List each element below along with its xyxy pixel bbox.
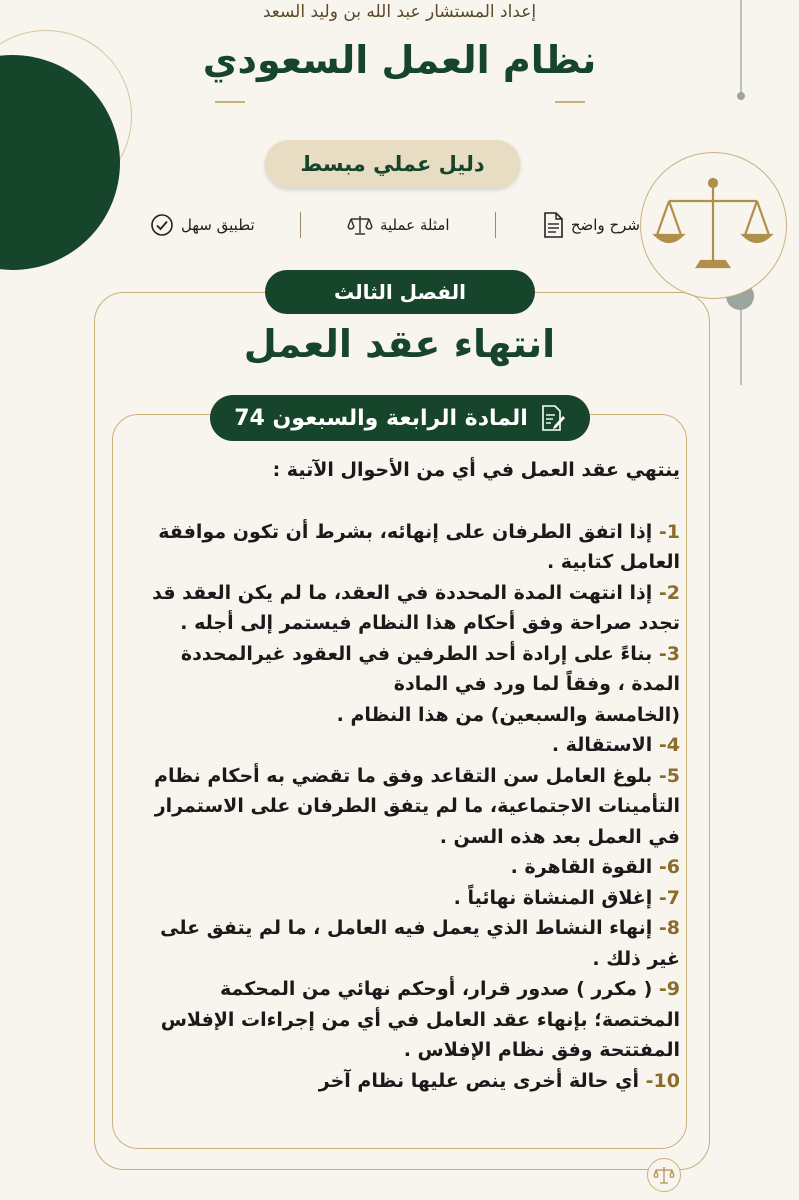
list-item [140, 883, 680, 914]
item-text: العامل كتابية . [546, 551, 680, 573]
item-text: إذا انتهت المدة المحددة في العقد، ما لم يكن العقد قد [152, 581, 653, 604]
chapter-title: انتهاء عقد العمل [243, 322, 556, 366]
item-text: غير ذلك . [592, 947, 680, 970]
item-text: التأمينات الاجتماعية، ما لم يتفق الطرفان على الاستمرار [154, 795, 680, 817]
page-title: نظام العمل السعودي [202, 38, 597, 82]
item-text: (الخامسة والسبعين) من هذا النظام . [336, 703, 680, 726]
article-intro: ينتهي عقد العمل في أي من الأحوال الآتية : [272, 459, 680, 481]
check-circle-icon [150, 213, 174, 237]
scales-icon [641, 153, 786, 298]
item-number: 2- [658, 581, 680, 604]
list-item [140, 1066, 680, 1097]
item-text: أي حالة أخرى ينص عليها نظام آخر [318, 1069, 640, 1092]
feature-easy-application [150, 213, 255, 237]
scales-icon [648, 1159, 680, 1191]
scales-icon [347, 213, 373, 237]
article-label: المادة الرابعة والسبعون 74 [234, 405, 528, 431]
item-text: إذا اتفق الطرفان على إنهائه، بشرط أن تكون موافقة [158, 520, 653, 543]
features-row [150, 205, 640, 245]
item-text: القوة القاهرة . [510, 856, 653, 878]
item-text: ( مكرر ) صدور قرار، أوحكم نهائي من المحكمة [220, 978, 653, 1000]
item-number: 3- [658, 642, 680, 665]
list-item [140, 974, 680, 1066]
item-number: 4- [658, 734, 680, 756]
item-text: الاستقالة . [551, 734, 653, 756]
list-item [140, 913, 680, 974]
chapter-label: الفصل الثالث [334, 280, 467, 304]
author-credit: إعداد المستشار عبد الله بن وليد السعد [262, 2, 537, 22]
feature-practical-examples [347, 213, 450, 237]
edit-document-icon [540, 404, 566, 432]
item-text: تجدد صراحة وفق أحكام هذا النظام فيستمر إلى أجله . [180, 612, 680, 634]
feature-clear-explanation [542, 212, 640, 238]
title-divider [555, 101, 585, 103]
item-text: المدة ، وفقاً لما ورد في المادة [393, 673, 680, 695]
feature-divider [300, 212, 301, 238]
item-number: 8- [658, 917, 680, 939]
item-number: 6- [658, 856, 680, 878]
item-number: 1- [658, 520, 680, 543]
list-item [140, 639, 680, 731]
scales-emblem [640, 152, 787, 299]
item-text: بلوغ العامل سن التقاعد وفق ما تقضي به أحكام نظام [154, 764, 653, 787]
item-number: 10- [645, 1069, 680, 1092]
list-item [140, 578, 680, 639]
chapter-badge [265, 270, 535, 314]
item-text: بناءً على إرادة أحد الطرفين في العقود غيرالمحددة [180, 642, 653, 665]
item-text: إنهاء النشاط الذي يعمل فيه العامل ، ما لم يتفق على [160, 917, 653, 939]
subtitle-text: دليل عملي مبسط [300, 152, 485, 176]
title-divider [215, 101, 245, 103]
document-icon [542, 212, 564, 238]
footer-seal [647, 1158, 681, 1192]
list-item [140, 761, 680, 853]
item-number: 5- [658, 764, 680, 787]
feature-label: امثلة عملية [379, 216, 450, 234]
item-text: إغلاق المنشاة نهائياً . [453, 886, 653, 909]
item-text: المفتتحة وفق نظام الإفلاس . [403, 1039, 680, 1061]
subtitle-badge [265, 140, 520, 188]
item-number: 9- [658, 978, 680, 1000]
article-body [140, 455, 680, 1096]
feature-divider [495, 212, 496, 238]
item-text: في العمل بعد هذه السن . [439, 825, 680, 848]
article-badge [210, 395, 590, 441]
item-number: 7- [658, 886, 680, 909]
item-text: المختصة؛ بإنهاء عقد العامل في أي من إجراءات الإفلاس [160, 1008, 680, 1031]
list-item [140, 517, 680, 578]
decorative-dot [737, 92, 745, 100]
list-item [140, 730, 680, 761]
feature-label: تطبيق سهل [181, 216, 255, 234]
feature-label: شرح واضح [570, 216, 640, 234]
list-item [140, 852, 680, 883]
